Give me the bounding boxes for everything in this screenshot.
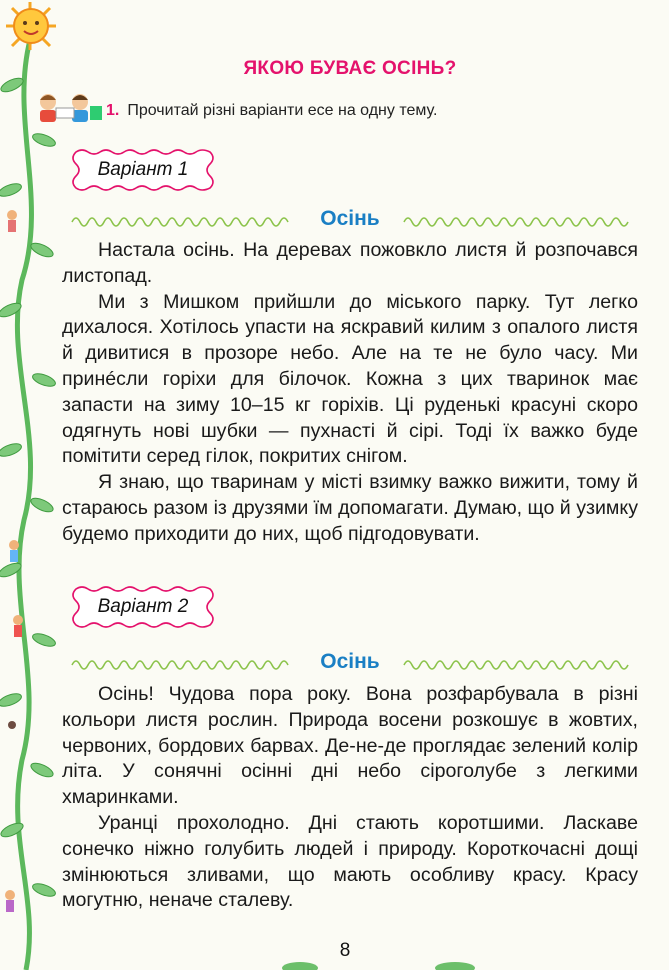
reading-children-icon <box>36 92 104 124</box>
variant-1-heading-row <box>70 207 640 231</box>
flourish-right <box>402 656 636 670</box>
paragraph: Ми з Мишком прийшли до міського парку. Тут легко дихалося. Хотілось упасти на яскравий килим з опалого листя й дивитися в прозоре небо. Але на те не було часу. Ми принéсли горіхи для білочок. Кожна з цих тваринок має запасти на зиму 10–15 кг горіхів. Ці руденькі красуні скоро одягнуть нові шубки — пухнасті й сірі. Тоді їх важко буде помітити серед гілок, покритих снігом. <box>62 290 638 468</box>
variant-1-label-box <box>70 148 216 192</box>
variant-2-heading: Осінь <box>320 650 380 673</box>
task-instruction <box>106 102 437 120</box>
variant-1-text <box>62 238 638 548</box>
task-text: Прочитай різні варіанти есе на одну тему. <box>127 102 438 119</box>
flourish-right <box>402 213 636 227</box>
bottom-leaves-decoration <box>280 950 480 970</box>
vine-decoration <box>0 0 60 970</box>
task-number: 1. <box>106 102 120 119</box>
paragraph: Настала осінь. На деревах пожовкло листя й розпочався листопад. <box>62 239 638 287</box>
variant-2-label: Варіант 2 <box>97 596 189 617</box>
variant-1-label: Варіант 1 <box>97 159 189 180</box>
variant-1-heading: Осінь <box>320 207 380 230</box>
variant-2-text <box>62 682 638 914</box>
page-number: 8 <box>339 940 351 961</box>
flourish-left <box>70 656 298 670</box>
page-title: ЯКОЮ БУВАЄ ОСІНЬ? <box>243 58 457 79</box>
paragraph: Я знаю, що тваринам у місті взимку важко вижити, тому й стараюсь разом із друзями їм допомагати. Думаю, що й узимку будемо приходити до них, щоб підгодовувати. <box>62 471 638 545</box>
variant-2-label-box <box>70 585 216 629</box>
variant-2-heading-row <box>70 650 640 674</box>
paragraph: Осінь! Чудова пора року. Вона розфарбувала в різні кольори листя рослин. Природа восени розкошує в жовтих, червоних, бордових барвах. Де-не-де проглядає зелений колір літа. У сонячні осінні дні небо сіроголубе з легкими хмаринками. <box>62 683 638 809</box>
paragraph: Уранці прохолодно. Дні стають коротшими. Ласкаве сонечко ніжно голубить людей і природу. Короткочасні дощі змінюються зливами, що мають особливу красу. Красу могутню, неначе сталеву. <box>62 811 638 912</box>
sun-icon <box>0 0 62 52</box>
flourish-left <box>70 213 298 227</box>
